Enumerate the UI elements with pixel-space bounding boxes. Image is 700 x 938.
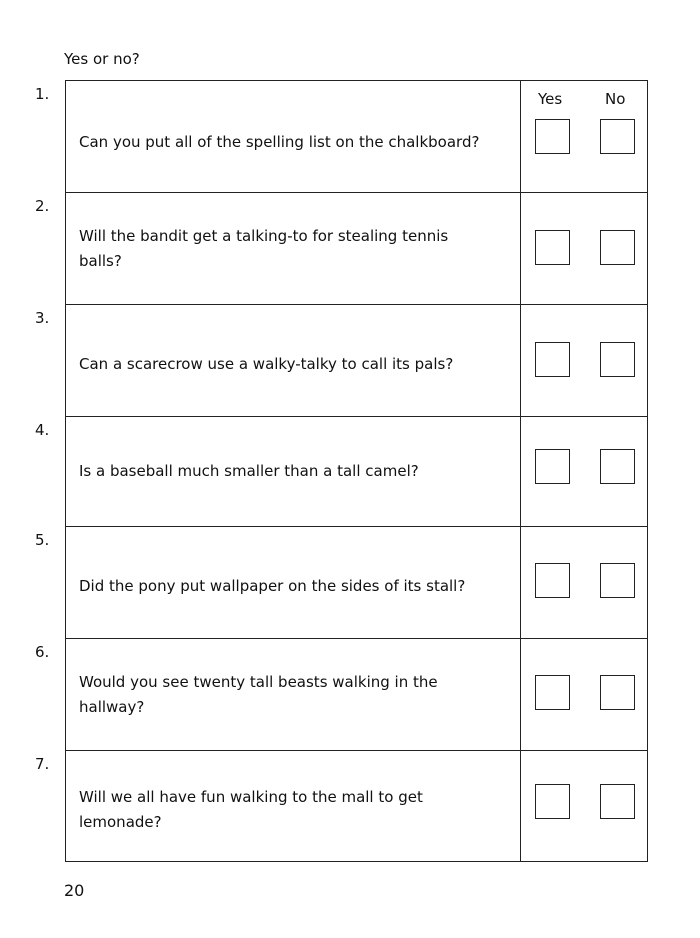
- question-number: 2.: [35, 197, 50, 215]
- question-number: 3.: [35, 309, 50, 327]
- answer-cell: [521, 81, 647, 192]
- yes-checkbox[interactable]: [535, 563, 570, 598]
- no-checkbox[interactable]: [600, 449, 635, 484]
- question-text: Is a baseball much smaller than a tall camel?: [66, 417, 521, 526]
- question-text: Did the pony put wallpaper on the sides of its stall?: [66, 527, 521, 638]
- no-checkbox[interactable]: [600, 675, 635, 710]
- no-checkbox[interactable]: [600, 784, 635, 819]
- question-number: 5.: [35, 531, 50, 549]
- no-checkbox[interactable]: [600, 119, 635, 154]
- no-column-header: No: [605, 90, 626, 108]
- answer-cell: [521, 305, 647, 416]
- yes-checkbox[interactable]: [535, 342, 570, 377]
- question-number: 4.: [35, 421, 50, 439]
- question-text: Will the bandit get a talking-to for stealing tennis balls?: [66, 193, 521, 304]
- answer-cell: [521, 751, 647, 861]
- answer-cell: [521, 639, 647, 750]
- question-row: [35, 417, 647, 527]
- question-text: Would you see twenty tall beasts walking in the hallway?: [66, 639, 521, 750]
- worksheet-instruction: Yes or no?: [64, 50, 140, 68]
- question-number: 1.: [35, 85, 50, 103]
- question-text: Will we all have fun walking to the mall to get lemonade?: [66, 751, 521, 861]
- question-row: [35, 193, 647, 305]
- answer-cell: [521, 193, 647, 304]
- no-checkbox[interactable]: [600, 563, 635, 598]
- yes-checkbox[interactable]: [535, 449, 570, 484]
- yes-no-table: [35, 80, 648, 862]
- question-number: 6.: [35, 643, 50, 661]
- answer-cell: [521, 527, 647, 638]
- question-row: [35, 527, 647, 639]
- question-row: [35, 81, 647, 193]
- question-number: 7.: [35, 755, 50, 773]
- question-text: Can you put all of the spelling list on the chalkboard?: [66, 81, 521, 192]
- answer-cell: [521, 417, 647, 526]
- yes-checkbox[interactable]: [535, 119, 570, 154]
- no-checkbox[interactable]: [600, 342, 635, 377]
- yes-checkbox[interactable]: [535, 230, 570, 265]
- question-row: [35, 639, 647, 751]
- question-row: [35, 751, 647, 861]
- yes-checkbox[interactable]: [535, 784, 570, 819]
- question-text: Can a scarecrow use a walky-talky to call its pals?: [66, 305, 521, 416]
- yes-column-header: Yes: [538, 90, 563, 108]
- yes-checkbox[interactable]: [535, 675, 570, 710]
- question-row: [35, 305, 647, 417]
- page-number: 20: [64, 881, 85, 900]
- no-checkbox[interactable]: [600, 230, 635, 265]
